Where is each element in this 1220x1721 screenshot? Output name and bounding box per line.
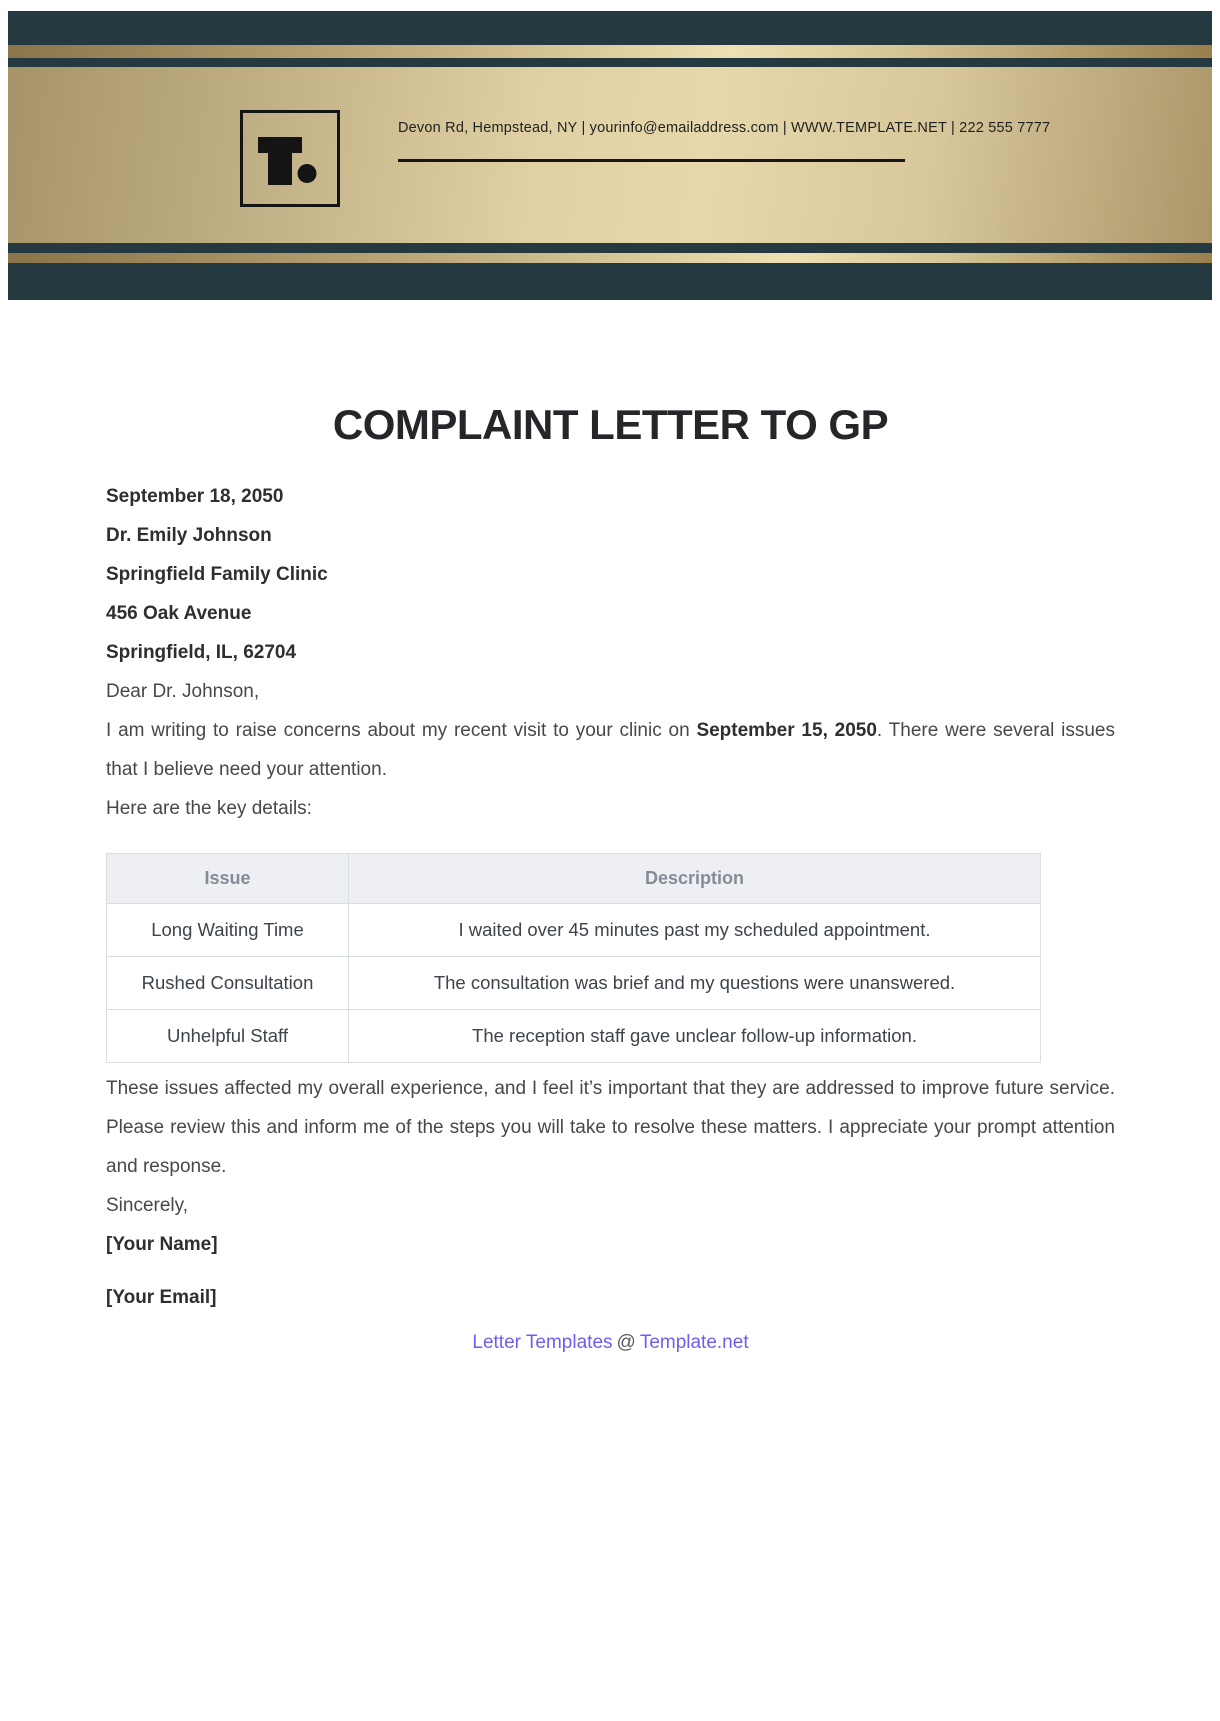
template-attribution xyxy=(106,1323,1115,1362)
letterhead xyxy=(8,11,1212,300)
contact-divider xyxy=(398,159,905,162)
table-row xyxy=(107,904,1041,957)
company-logo xyxy=(240,110,340,207)
intro-text-after: . There were several issues that I believe need your attention. xyxy=(106,720,1115,780)
table-row xyxy=(107,957,1041,1010)
description-cell: I waited over 45 minutes past my scheduled appointment. xyxy=(349,904,1041,957)
issues-table xyxy=(106,853,1041,1063)
letterhead-teal-strip xyxy=(8,58,1212,67)
column-header-description: Description xyxy=(349,854,1041,904)
intro-text-before: I am writing to raise concerns about my recent visit to your clinic on xyxy=(106,720,697,741)
letterhead-gold-band xyxy=(8,67,1212,243)
letterhead-gold-rule-bottom xyxy=(8,253,1212,263)
table-header-row xyxy=(107,854,1041,904)
recipient-organization: Springfield Family Clinic xyxy=(106,564,328,585)
description-cell: The consultation was brief and my questions were unanswered. xyxy=(349,957,1041,1010)
recipient-name: Dr. Emily Johnson xyxy=(106,525,272,546)
letter-t-with-dot-icon xyxy=(243,113,337,204)
sign-off: Sincerely, xyxy=(106,1195,189,1216)
intro-visit-date: September 15, 2050 xyxy=(696,720,877,741)
description-cell: The reception staff gave unclear follow-up information. xyxy=(349,1010,1041,1063)
letter-templates-link[interactable]: Letter Templates xyxy=(472,1332,613,1353)
attribution-separator: @ xyxy=(616,1332,636,1353)
recipient-street: 456 Oak Avenue xyxy=(106,603,252,624)
letterhead-contact xyxy=(398,120,1050,162)
letterhead-teal-strip-2 xyxy=(8,243,1212,253)
letter-date: September 18, 2050 xyxy=(106,486,284,507)
sender-name-placeholder: [Your Name] xyxy=(106,1234,218,1255)
letter-content xyxy=(106,400,1115,1362)
details-lead: Here are the key details: xyxy=(106,798,312,819)
template-net-link[interactable]: Template.net xyxy=(639,1332,749,1353)
table-row xyxy=(107,1010,1041,1063)
contact-line: Devon Rd, Hempstead, NY | yourinfo@emailaddress.com | WWW.TEMPLATE.NET | 222 555 7777 xyxy=(398,120,1051,136)
column-header-issue: Issue xyxy=(107,854,349,904)
issue-cell: Rushed Consultation xyxy=(107,957,349,1010)
closing-paragraph: These issues affected my overall experience, and I feel it’s important that they are addressed to improve future service. Please review this and inform me of the steps you will take to resolve these matters. I appreciate your prompt attention and response. xyxy=(106,1078,1115,1177)
letterhead-gold-rule-top xyxy=(8,45,1212,58)
letterhead-bottom-bar xyxy=(8,263,1212,300)
page-title: COMPLAINT LETTER TO GP xyxy=(332,401,889,448)
recipient-city: Springfield, IL, 62704 xyxy=(106,642,297,663)
issue-cell: Long Waiting Time xyxy=(107,904,349,957)
sender-email-placeholder: [Your Email] xyxy=(106,1287,217,1308)
salutation: Dear Dr. Johnson, xyxy=(106,681,260,702)
issue-cell: Unhelpful Staff xyxy=(107,1010,349,1063)
letterhead-top-bar xyxy=(8,11,1212,45)
intro-paragraph xyxy=(106,711,1115,789)
